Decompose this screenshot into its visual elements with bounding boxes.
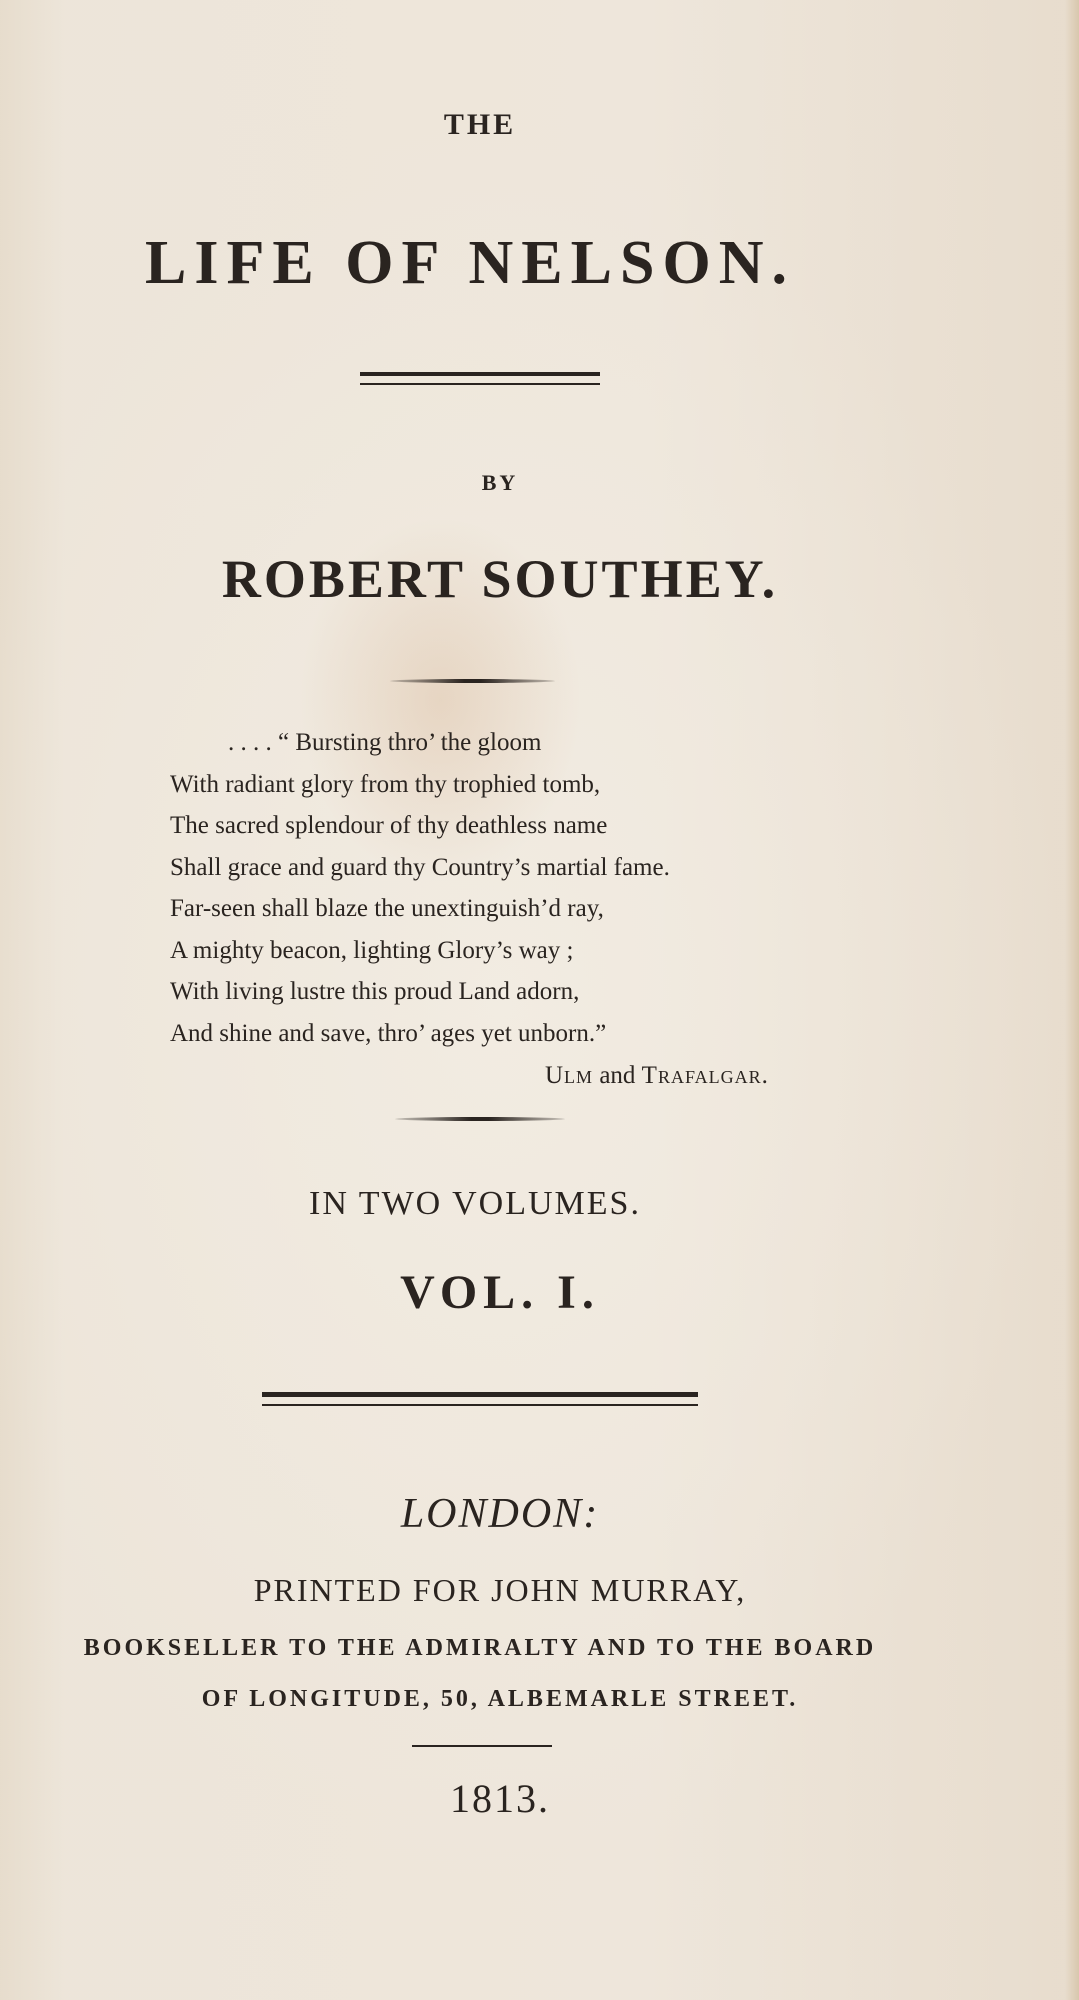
epigraph-line: Shall grace and guard thy Country’s martial fame.: [170, 853, 670, 881]
epigraph-line: Far-seen shall blaze the unextinguish’d ray,: [170, 895, 604, 922]
double-rule-middle-a: [262, 1392, 698, 1397]
imprint-line-1: BOOKSELLER TO THE ADMIRALTY AND TO THE BOARD: [83, 1635, 877, 1661]
epigraph-line: With living lustre this proud Land adorn,: [170, 978, 580, 1005]
attribution-trafalgar: Trafalgar.: [641, 1062, 769, 1089]
epigraph: [170, 722, 670, 1054]
epigraph-attribution: [545, 1062, 769, 1090]
double-rule-middle-b: [262, 1404, 698, 1406]
epigraph-line: And shine and save, thro’ ages yet unborn.”: [170, 1019, 607, 1047]
volume-number: VOL. I.: [400, 1266, 600, 1319]
printer-line: PRINTED FOR JOHN MURRAY,: [253, 1572, 747, 1608]
by-line: BY: [481, 470, 519, 495]
publication-place: LONDON:: [400, 1491, 600, 1537]
epigraph-line: With radiant glory from thy trophied tomb,: [170, 770, 601, 798]
volumes-note: IN TWO VOLUMES.: [309, 1185, 641, 1222]
author-name: ROBERT SOUTHEY.: [221, 549, 779, 609]
ornamental-rule-1: [390, 679, 555, 683]
imprint-line-2: OF LONGITUDE, 50, ALBEMARLE STREET.: [201, 1686, 799, 1712]
title-article: THE: [443, 108, 517, 141]
page-edge-shadow: [1065, 0, 1079, 2000]
attribution-and: and: [593, 1062, 642, 1089]
publication-year: 1813.: [450, 1776, 550, 1821]
attribution-ulm: Ulm: [545, 1062, 594, 1089]
epigraph-line: The sacred splendour of thy deathless name: [170, 812, 608, 839]
double-rule-top-a: [360, 372, 600, 376]
short-rule-bottom: [412, 1745, 552, 1747]
book-title: LIFE OF NELSON.: [145, 229, 795, 297]
ornamental-rule-2: [395, 1117, 565, 1121]
epigraph-line: A mighty beacon, lighting Glory’s way ;: [170, 936, 574, 964]
epigraph-line: . . . . “ Bursting thro’ the gloom: [228, 729, 542, 756]
double-rule-top-b: [360, 383, 600, 385]
